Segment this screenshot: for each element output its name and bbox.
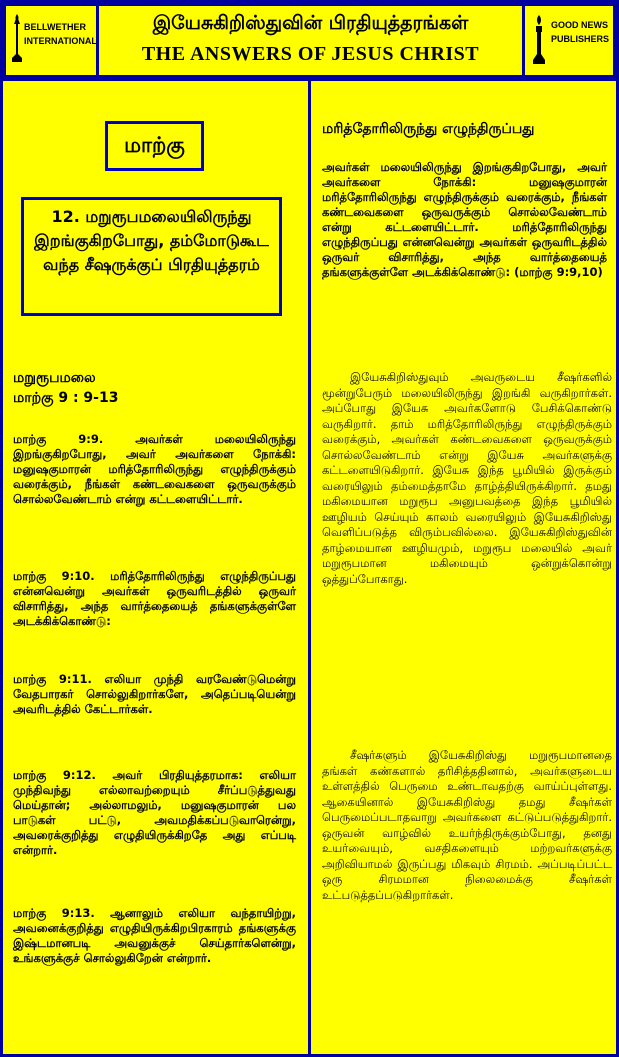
scripture-quote: அவர்கள் மலையிலிருந்து இறங்குகிறபோது, அவர் அவர்களை நோக்கி: மனுஷகுமாரன் மரித்தோரிலிருந்து எழுந்திருக்கும் வரைக்கும், நீங்கள் கண்டவைகளை ஒருவருக்கும் சொல்லவேண்டாம் என்று கட்டளையிட்டார். மரித்தோரிலிருந்து எழுந்திருப்பது என்னவென்று அவர்கள் ஒருவரிடத்தில் ஒருவர் விசாரித்து, அந்த வார்த்தையைத் தங்களுக்குள்ளே அடக்கிக்கொண்டு: (மாற்கு 9:9,10)	[322, 160, 607, 279]
section-title: மறுரூபமலை	[13, 370, 96, 386]
divider-vertical	[308, 78, 311, 1057]
section-reference: மாற்கு 9 : 9-13	[13, 390, 119, 406]
logo-text-line2: INTERNATIONAL	[24, 36, 97, 46]
title-block	[99, 3, 522, 78]
torch-icon	[530, 14, 548, 66]
verse-paragraph: மாற்கு 9:9. அவர்கள் மலையிலிருந்து இறங்குகிறபோது, அவர் அவர்களை நோக்கி: மனுஷகுமாரன் மரித்தோரிலிருந்து எழுந்திருக்கும் வரைக்கும், நீங்கள் கண்டவைகளை ஒருவருக்கும் சொல்லவேண்டாம் என்று கட்டளையிட்டார்.	[13, 432, 296, 506]
book-label: மாற்கு	[105, 121, 204, 171]
header	[3, 3, 616, 78]
bellwether-logo	[3, 3, 99, 78]
verse-paragraph: மாற்கு 9:12. அவர் பிரதியுத்தரமாக: எலியா முந்திவந்து எல்லாவற்றையும் சீர்ப்படுத்துவது மெய்தான்; அல்லாமலும், மனுஷகுமாரன் பல பாடுகள் பட்டு, அவமதிக்கப்படுவாரென்று, அவரைக்குறித்து எழுதியிருக்கிறதே அது எப்படி என்றார்.	[13, 768, 296, 857]
lamp-icon	[9, 14, 25, 64]
good-news-logo	[522, 3, 616, 78]
verse-paragraph: மாற்கு 9:13. ஆனாலும் எலியா வந்தாயிற்று, அவனைக்குறித்து எழுதியிருக்கிறபிரகாரம் தங்களுக்கு இஷ்டமானபடி அவனுக்குச் செய்தார்களென்று, உங்களுக்குச் சொல்லுகிறேன் என்றார்.	[13, 906, 296, 965]
logo-text-line2: PUBLISHERS	[551, 34, 610, 44]
title-tamil: இயேசுகிறிஸ்துவின் பிரதியுத்தரங்கள்	[152, 12, 469, 34]
verse-paragraph: மாற்கு 9:11. எலியா முந்தி வரவேண்டுமென்று வேதபாரகர் சொல்லுகிறார்களே, அதெப்படியென்று அவரிடத்தில் கேட்டார்கள்.	[13, 672, 296, 716]
verse-paragraph: மாற்கு 9:10. மரித்தோரிலிருந்து எழுந்திருப்பது என்னவென்று அவர்கள் ஒருவரிடத்தில் ஒருவர் விசாரித்து, அந்த வார்த்தையைத் தங்களுக்குள்ளே அடக்கிக்கொண்டு:	[13, 569, 296, 628]
logo-text-line1: BELLWETHER	[24, 22, 86, 32]
section-heading	[13, 368, 118, 408]
logo-text-line1: GOOD NEWS	[551, 20, 609, 30]
title-english: THE ANSWERS OF JESUS CHRIST	[141, 43, 480, 65]
right-title: மரித்தோரிலிருந்து எழுந்திருப்பது	[322, 121, 535, 137]
commentary-paragraph: இயேசுகிறிஸ்துவும் அவருடைய சீஷர்களில் மூன்றுபேரும் மலையிலிருந்து இறங்கி வருகிறார்கள். அப்போது இயேசு அவர்களோடு பேசிக்கொண்டு வருகிறார். தாம் மரித்தோரிலிருந்து எழுந்திருக்கும் வரைக்கும், அவர்கள் கண்டவைகளை ஒருவருக்கும் சொல்லவேண்டாம் என்று இயேசு அவர்களுக்கு கட்டளையிடுகிறார். இயேசு இந்த பூமியில் இருக்கும் வரையிலும் தம்மைத்தாமே தாழ்த்தியிருக்கிறார். தமது மகிமையான மறுரூப அனுபவத்தை இந்த பூமியில் ஊழியம் செய்யும் காலம் வரையிலும் இயேசுகிறிஸ்து வெளிப்படுத்த விரும்பவில்லை. இயேசுகிறிஸ்துவின் தாழ்மையான ஊழியமும், மறுரூப மலையில் அவர் மறுரூபமான மகிமையும் ஒன்றுக்கொன்று ஒத்துப்போகாது.	[322, 370, 612, 586]
question-title: 12. மறுரூபமலையிலிருந்து இறங்குகிறபோது, தம்மோடுகூட வந்த சீஷருக்குப் பிரதியுத்தரம்	[21, 197, 282, 316]
commentary-paragraph: சீஷர்களும் இயேசுகிறிஸ்து மறுரூபமானதை தங்கள் கண்களால் தரிசித்ததினால், அவர்களுடைய உள்ளத்தில் பெருமை உண்டாவதற்கு வாய்ப்புள்ளது. ஆகையினால் இயேசுகிறிஸ்து தமது சீஷர்கள் பெருமைப்படாதவாறு அவர்களை கட்டுப்படுத்துகிறார். ஒருவன் வாழ்வில் உயர்ந்திருக்கும்போது, தனது உயர்வையும், வசதிகளையும் மற்றவர்களுக்கு அறிவியாமல் இருப்பது மிகவும் சிரமம். அப்படிப்பட்ட ஒரு சிரமமான நிலைமைக்கு சீஷர்கள் உட்படுத்தப்படுகிறார்கள்.	[322, 748, 612, 902]
